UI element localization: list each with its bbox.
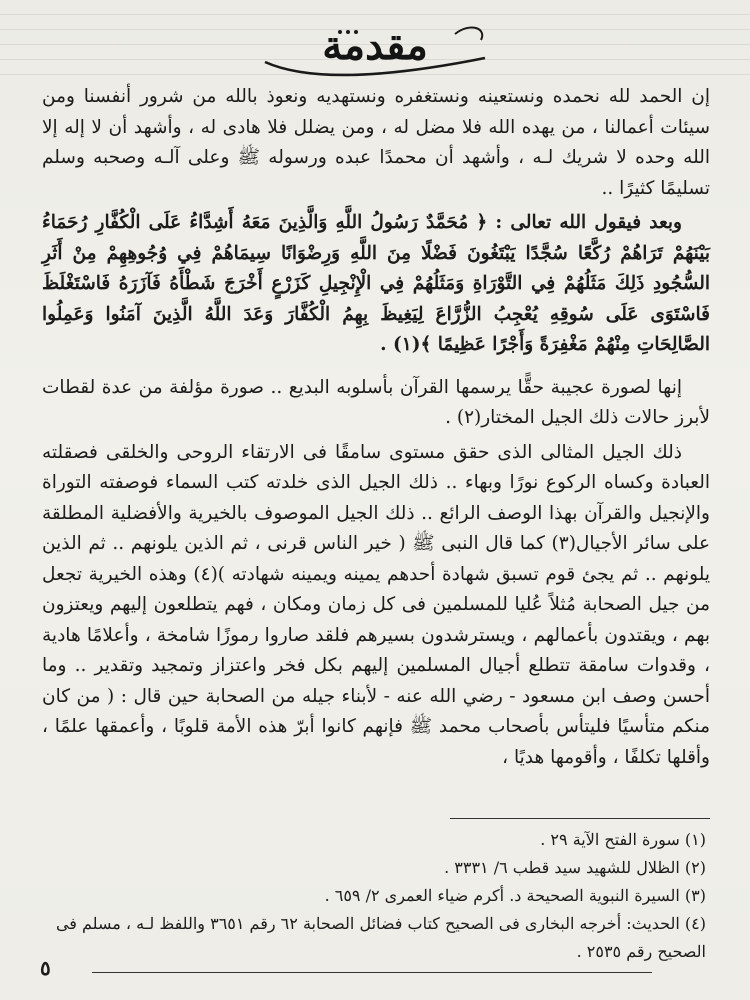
main-text — [42, 82, 710, 773]
chapter-title — [0, 10, 750, 80]
footnote-item: (٤) الحديث: أخرجه البخارى فى الصحيح كتاب فضائل الصحابة ٦٢ رقم ٣٦٥١ واللفظ لـه ، مسلم فى الصحيح رقم ٢٥٣٥ . — [55, 914, 706, 961]
page-number: ٥ — [40, 956, 51, 980]
paragraph-quran-verse: وبعد فيقول الله تعالى : ﴿ مُحَمَّدٌ رَسُولُ اللَّهِ وَالَّذِينَ مَعَهُ أَشِدَّاءُ عَلَى الْكُفَّارِ رُحَمَاءُ بَيْنَهُمْ تَرَاهُمْ رُكَّعًا سُجَّدًا يَبْتَغُونَ فَضْلًا مِنَ اللَّهِ وَرِضْوَانًا سِيمَاهُمْ فِي وُجُوهِهِمْ مِنْ أَثَرِ السُّجُودِ ذَلِكَ مَثَلُهُمْ فِي التَّوْرَاةِ وَمَثَلُهُمْ فِي الْإِنْجِيلِ كَزَرْعٍ أَخْرَجَ شَطْأَهُ فَآزَرَهُ فَاسْتَغْلَظَ فَاسْتَوَى عَلَى سُوقِهِ يُعْجِبُ الزُّرَّاعَ لِيَغِيظَ بِهِمُ الْكُفَّارَ وَعَدَ اللَّهُ الَّذِينَ آمَنُوا وَعَمِلُوا الصَّالِحَاتِ مِنْهُمْ مَغْفِرَةً وَأَجْرًا عَظِيمًا ﴾(١) . — [42, 212, 710, 355]
footnote-item: (٢) الظلال للشهيد سيد قطب ٦/ ٣٣٣١ . — [444, 858, 706, 877]
paragraph-generation: ذلك الجيل المثالى الذى حقق مستوى سامقًا فى الارتقاء الروحى والخلقى فصقلته العبادة وكساه الركوع نورًا وبهاء .. ذلك الجيل الذى خلدته كتب السماء فوصفته التوراة والإنجيل والقرآن بهذا الوصف الرائع .. ذلك الجيل الموصوف بالخيرية والأفضلية المطلقة على سائر الأجيال(٣) كما قال النبى ﷺ ( خير الناس قرنى ، ثم الذين يلونهم .. ثم الذين يلونهم .. ثم يجئ قوم تسبق شهادة أحدهم يمينه ويمينه شهادته )(٤) وهذه الخيرية تجعل من جيل الصحابة مُثلاً عُليا للمسلمين فى كل زمان ومكان ، فهم يتطلعون إليهم ويعتزون بهم ، ويقتدون بأعمالهم ، ويسترشدون بسيرهم فلقد صاروا رموزًا شامخة ، وأعلامًا هادية ، وقدوات سامقة تتطلع أجيال المسلمين إليهم بكل فخر واعتزاز وتمجيد وتقدير .. وما أحسن وصف ابن مسعود - رضي الله عنه - لأبناء جيله من الصحابة حين قال : ( من كان منكم متأسيًا فليتأس بأصحاب محمد ﷺ فإنهم كانوا أبرّ هذه الأمة قلوبًا ، وأعمقها علمًا ، وأقلها تكلفًا ، وأقومها هديًا ، — [42, 441, 711, 768]
paragraph-image: إنها لصورة عجيبة حقًّا يرسمها القرآن بأسلوبه البديع .. صورة مؤلفة من عدة لقطات لأبرز حالات ذلك الجيل المختار(٢) . — [42, 376, 710, 428]
footnote-divider — [450, 818, 710, 819]
footnote-item: (١) سورة الفتح الآية ٢٩ . — [540, 830, 706, 849]
chapter-title-text: مقدمة — [322, 21, 428, 69]
footnote-item: (٣) السيرة النبوية الصحيحة د. أكرم ضياء العمرى ٢/ ٦٥٩ . — [324, 886, 706, 905]
footnotes — [42, 826, 706, 966]
bottom-rule — [92, 972, 652, 973]
paragraph-opening: إن الحمد لله نحمده ونستعينه ونستغفره ونستهديه ونعوذ بالله من شرور أنفسنا ومن سيئات أعمالنا ، من يهده الله فلا مضل له ، ومن يضلل فلا هادى له ، وأشهد أن لا إله إلا الله وحده لا شريك لـه ، وأشهد أن محمدًا عبده ورسوله ﷺ وعلى آلـه وصحبه وسلم تسليمًا كثيرًا .. — [42, 86, 710, 199]
